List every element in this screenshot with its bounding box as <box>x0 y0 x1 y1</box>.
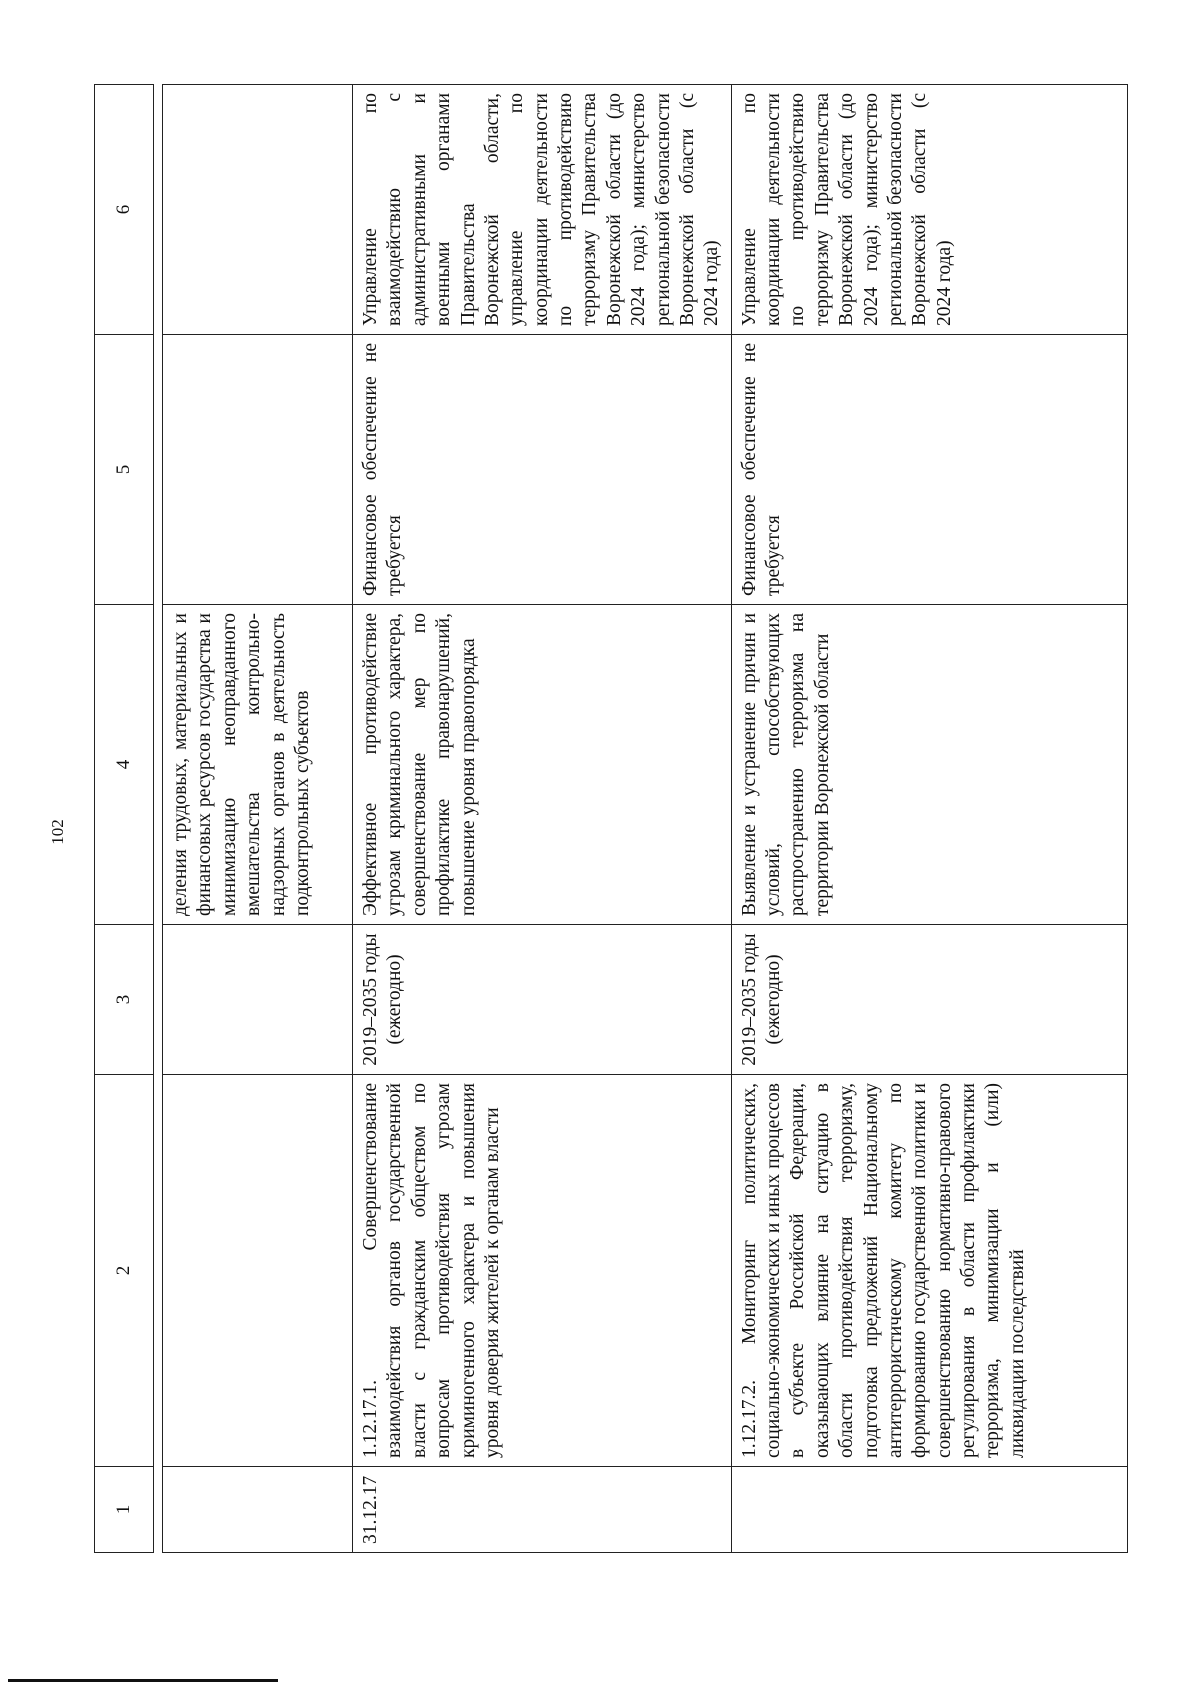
table-cell <box>163 1075 353 1467</box>
table-cell <box>163 335 353 605</box>
column-number-row <box>95 85 154 1553</box>
period-note: (ежегодно) <box>763 954 784 1045</box>
row-number-cell <box>731 1467 1127 1553</box>
period-years: 2019–2035 годы <box>738 933 760 1066</box>
column-number: 5 <box>95 335 154 605</box>
column-number: 4 <box>95 605 154 925</box>
table-cell <box>163 85 353 335</box>
column-number: 2 <box>95 1075 154 1467</box>
executor-cell: Управление по взаимодействию с административными и военными органами Правительства Воронежской области, управление по координации деятельности по противодействию терроризму Правительства Воронежской области (до 2024 года); министерство региональной безопасности Воронежской области (с 2024 года) <box>353 85 732 335</box>
result-cell: Эффективное противодействие угрозам криминального характера, совершенствование мер по профилактике правонарушений, повышение уровня правопорядка <box>353 605 732 925</box>
page-number-text: 102 <box>47 819 67 845</box>
column-number: 6 <box>95 85 154 335</box>
table-cell <box>163 925 353 1075</box>
period-cell <box>353 925 732 1075</box>
column-number: 1 <box>95 1467 154 1553</box>
table-row <box>353 85 732 1553</box>
funding-cell: Финансовое обеспечение не требуется <box>353 335 732 605</box>
executor-cell: Управление по координации деятельности по противодействию терроризму Правительства Воронежской области (до 2024 года); министерство региональной безопасности Воронежской области (с 2024 года) <box>731 85 1127 335</box>
table-row <box>163 85 353 1553</box>
period-note: (ежегодно) <box>384 954 406 1045</box>
result-cell: деления трудовых, материальных и финансовых ресурсов государства и минимизацию неоправданного вмешательства контрольно-надзорных органов в деятельность подконтрольных субъектов <box>163 605 353 925</box>
table-gap <box>154 85 163 1553</box>
column-number: 3 <box>95 925 154 1075</box>
measure-cell: 1.12.17.1. Совершенствование взаимодействия органов государственной власти с гражданским обществом по вопросам противодействия угрозам криминогенного характера и повышения уровня доверия жителей к органам власти <box>353 1075 732 1467</box>
measures-table <box>94 84 1128 1553</box>
measure-cell: 1.12.17.2. Мониторинг политических, социально-экономических и иных процессов в субъекте Российской Федерации, оказывающих влияние на ситуацию в области противодействия терроризму, подготовка предложений Национальному антитеррористическому комитету по формированию государственной политики и совершенствованию нормативно-правового регулирования в области профилактики терроризма, минимизации и (или) ликвидации последствий <box>731 1075 1127 1467</box>
table-cell <box>163 1467 353 1553</box>
funding-cell: Финансовое обеспечение не требуется <box>731 335 1127 605</box>
table-row <box>731 85 1127 1553</box>
result-cell: Выявление и устранение причин и условий, способствующих распространению терроризма на территории Воронежской области <box>731 605 1127 925</box>
period-years: 2019–2035 годы <box>360 933 381 1066</box>
row-number-cell: 31.12.17 <box>353 1467 732 1553</box>
page-number <box>45 819 71 845</box>
bottom-rule-line <box>8 1679 278 1682</box>
period-cell <box>731 925 1127 1075</box>
